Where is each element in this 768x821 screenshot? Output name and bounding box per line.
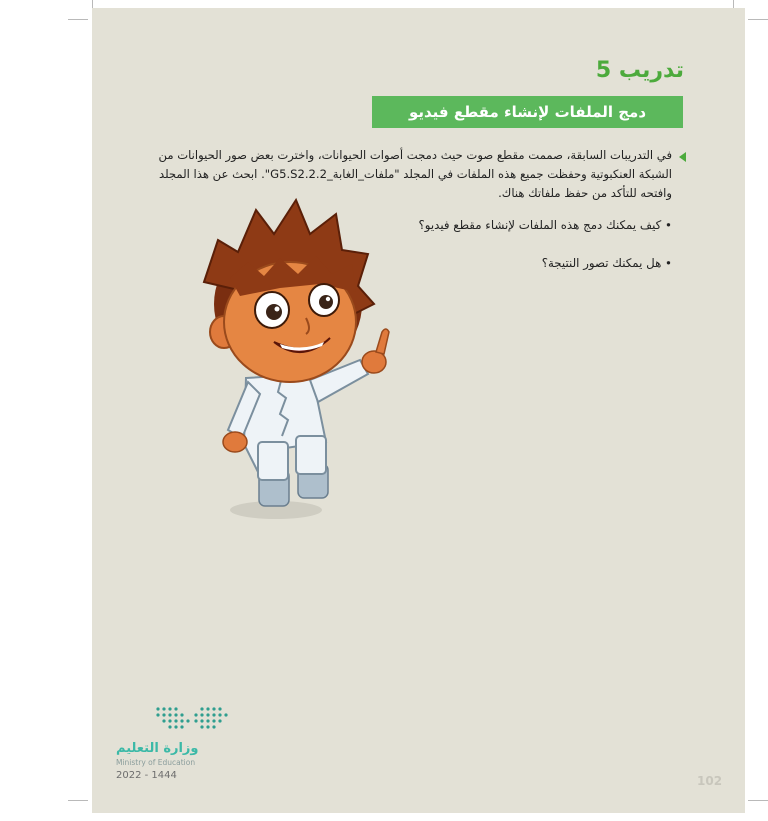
intro-paragraph: في التدريبات السابقة، صممت مقطع صوت حيث دمجت أصوات الحيوانات، واخترت بعض صور الحيوانات من الشبكة العنكبوتية وحفظت جميع هذه الملفات في المجلد "ملفات_الغابة_G5.S2.2.2". ابحث عن هذا المجلد وافتحه للتأكد من حفظ ملفاتك هناك. bbox=[158, 148, 672, 200]
ministry-name-english: Ministry of Education bbox=[116, 758, 196, 767]
crop-mark bbox=[92, 0, 93, 8]
boy-character-illustration bbox=[160, 192, 400, 522]
triangle-bullet-icon bbox=[679, 152, 686, 162]
banner-text: دمج الملفات لإنشاء مقطع فيديو bbox=[408, 103, 647, 121]
crop-mark bbox=[68, 800, 88, 801]
crop-mark bbox=[733, 0, 734, 8]
question-2: • هل يمكنك تصور النتيجة؟ bbox=[541, 256, 672, 270]
exercise-banner bbox=[372, 96, 683, 128]
question-1: • كيف يمكنك دمج هذه الملفات لإنشاء مقطع فيديو؟ bbox=[418, 218, 672, 232]
exercise-title: تدريب 5 bbox=[595, 58, 684, 83]
crop-mark bbox=[68, 19, 88, 20]
ministry-name-arabic: وزارة التعليم bbox=[116, 741, 199, 756]
edition-year: 2022 - 1444 bbox=[116, 770, 177, 781]
ministry-logo-icon bbox=[116, 705, 234, 739]
page-number: 102 bbox=[697, 774, 723, 788]
head bbox=[204, 200, 374, 382]
crop-mark bbox=[748, 19, 768, 20]
crop-mark bbox=[748, 800, 768, 801]
